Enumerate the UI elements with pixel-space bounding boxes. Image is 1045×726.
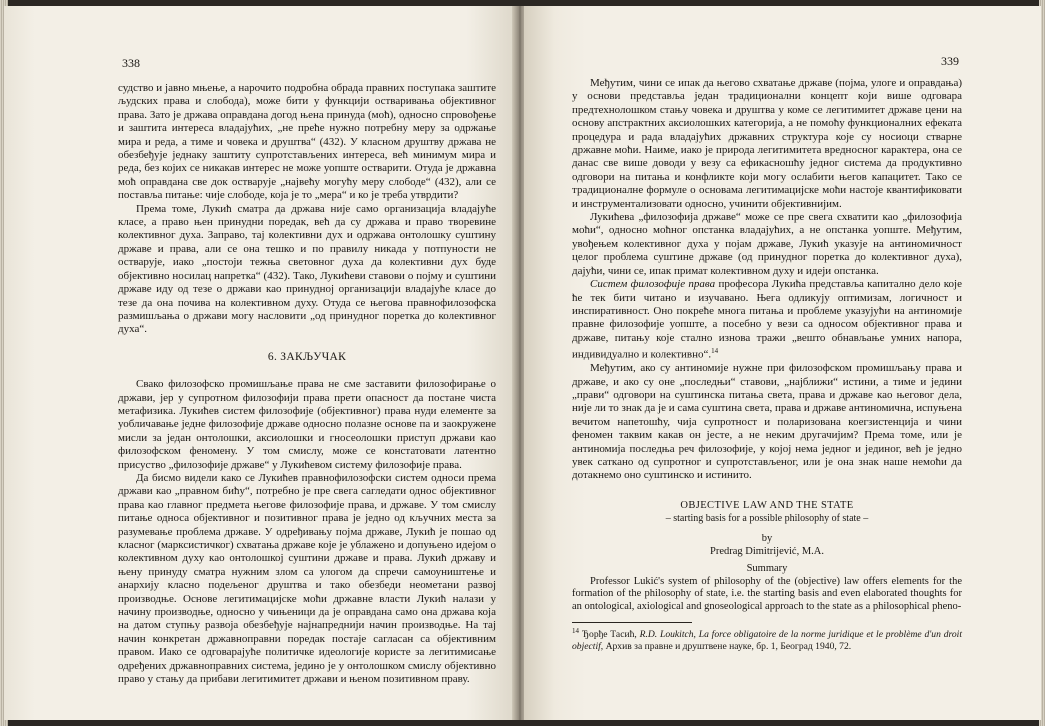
paragraph: Да бисмо видели како се Лукићев правнофилозофски систем односи према држави као „правном бићу“, потребно је пре свега сагледати однос објективног права као главног предмета његове филозофије права, и државе. У том смислу питање односа објективног и позитивног права је једно од кључних места за разумевање проблема државе. У одређивању појма државе, Лукић је пошао од класног (марксистичког) схватања државе које је ублажено и допуњено идејом о колективном духу као онтолошкој суштини државе и права. Лукић државу и њену принуду сматра нужним злом са улогом да спречи самоуништење и анархију класно подељеног друштва и тако обезбеди неометани развој производње. Основе легитимацијске моћи државне власти Лукић налази у начину производње, односно у чињеници да је оправдана само она држава која на датом ступњу развоја обезбеђује најнапреднији начин производње. На тај начин конкретан државноправни поредак постаје сагласан са објективним правом. Иако се одговарајуће политичке идеологије користе за легитимисање одређених државноправних система, једино је у онтолошком смислу објективно право у стању да прибави легитимитет држави и њеном позитивном праву. — [118, 471, 496, 686]
footnote-reference: 14 — [711, 347, 719, 356]
footnote-source: Архив за правне и друштвене науке, бр. 1, Београд 1940, 72. — [605, 640, 852, 652]
paragraph-text: професора Лукића представља капитално дело које ће тек бити читано и изучавано. Њега одликују оптимизам, логичност и инспиративност. Оно покреће многа питања и проблеме указујући на антиномије правне филозофије уопште, а посебно у вези са односом објективног права и државе, питању које стално изнова тражи „вешто обнављање умних напора, индивидуално и колективно“. — [572, 278, 962, 361]
paragraph: Лукићева „филозофија државе“ може се пре свега схватити као „филозофија моћи“, односно моћног опстанка владајућих, а не опстанка уопште. Међутим, увођењем колективног духа у појам државе, Лукић указује на антиномичност целог проблема суштине државе (од принудног поретка до колективног духа), дајући, чини се, ипак примат колективном духу и идеји опстанка. — [572, 211, 962, 277]
summary-author: Predrag Dimitrijević, M.A. — [709, 545, 825, 557]
paragraph: Свако филозофско промишљање права не сме заставити филозофирање о држави, јер у супротном филозофији права прети опасност да постане чиста метафизика. Лукићев систем филозофије (објективног) права нуди елементе за уобличавање једне филозофије државе односно полазне основе па и заокружене мисли за један онтолошки, аксиолошки и гносеолошки приступ држави као филозофском феномену. У том смислу, може се констатовати латентно присуство „филозофије државе“ у Лукићевом систему филозофије права. — [118, 378, 496, 471]
left-page-number: 338 — [122, 56, 140, 70]
footnote-italic-title: R.D. Loukitch, La force obligatoire de la norme juridique et le problème d'un droit objectif, — [572, 628, 962, 652]
paragraph: судство и јавно мњење, а нарочито подробна обрада правних поступака заштите људских права и слобода), може бити у функцији остваривања објективног права. Зато је држава оправдана догод њена принуда (моћ), односно спровођење и заштита интереса владајућих, „не преће нужно потребну меру за одржање мира и реда, а тиме и човека и друштва“ (432). У класном друштву држава не обезбеђује једнаку заштиту супротстављених интереса, већ минимум мира и реда, без којих се никакав интерес не може уопште остварити. Отуда је државна моћ оправдана све док остварује „највећу могућу меру слободе“ (432), али се поставља питање: чије слободе, која је то „мера“ и ко је треба утврдити? — [118, 82, 496, 202]
italic-book-title: Систем филозофије права — [590, 278, 716, 291]
footnote-rule — [572, 622, 692, 623]
right-page-number: 339 — [941, 54, 959, 68]
summary-label: Summary — [746, 562, 788, 574]
summary-title: OBJECTIVE LAW AND THE STATE — [680, 499, 854, 511]
footnote-number: 14 — [572, 626, 579, 635]
english-summary-header — [572, 499, 962, 575]
left-page — [4, 6, 518, 720]
footnote-author: Ђорђе Тасић, — [581, 628, 637, 640]
right-page — [524, 6, 1041, 720]
paragraph: Према томе, Лукић сматра да држава није само организација владајуће класе, а право њен принудни поредак, већ да су држава и право творевине колективног духа. Заправо, тај колективни дух и одржава онтолошку суштину државе и права, али се она тешко и по правилу никада у потпуности не остварује, иако „постоји тежња световног духа да колективни дух буде објективно носилац напретка“ (432). Тако, Лукићеви ставови о појму и суштини државе иду од тезе о држави као принудној организацији владајуће класе до тезе да она почива на колективном духу. Отуда се његова правнофилозофска размишљања о држави могу насловити „од принудног поретка до колективног духа“. — [118, 202, 496, 336]
english-summary-body — [572, 576, 962, 614]
footnote — [572, 625, 962, 653]
summary-text: Professor Lukić's system of philosophy of the (objective) law offers elements for the formation of the philosophy of state, i.e. the starting basis and even elaborated thoughts for an ontological, axiological and gnoseological approach to the state as a philosophical pheno- — [572, 575, 962, 613]
summary-by: by — [761, 532, 773, 544]
paragraph — [572, 278, 962, 362]
right-page-text — [572, 77, 962, 653]
paragraph: Међутим, чини се ипак да његово схватање државе (појма, улоге и оправдања) у основи представља један традиционални концепт који више одговара предтехнолошком стању човека и друштва у коме се легитимитет државе цени на основу апстрактних аксиолошких категорија, а не помоћу функционалних ефеката процедура и рада владајућих државних структура које су носиоци стварне државне моћи. Наиме, иако је природа легитимитета вредносног карактера, она се данас све више доводи у везу са ефикасношћу једног система да продуктивно одговори на питања и конфликте који могу ослабити његов капацитет. Тако се традиционалне формуле о основама легитимацијске моћи настоје квантификовати и инструментализовати односно, учинити објективнијим. — [572, 77, 962, 210]
section-heading: 6. ЗАКЉУЧАК — [267, 350, 347, 363]
left-page-text — [118, 82, 496, 686]
paragraph: Међутим, ако су антиномије нужне при филозофском промишљању права и државе, и ако су оне „последњи“ ставови, „најближи“ истини, а тиме и једини „прави“ одговори на суштинска питања света, права и државе као његовог дела, није ли то знак да је и сама суштина света, права и државе антиномична, испуњена вечитом напетошћу, чија супротност и поларизована коегзистенција и чини феномен таквим какав он јесте, а не неким другачијим? Према томе, или је антиномија последња реч филозофије, у којој нема једног и јединог, већ је једно увек саткано од супротног и супротстављеног, или је она знак наше немоћи да дотакнемо оно суштинско и истинито. — [572, 362, 962, 482]
summary-subtitle: – starting basis for a possible philosophy of state – — [665, 512, 869, 524]
